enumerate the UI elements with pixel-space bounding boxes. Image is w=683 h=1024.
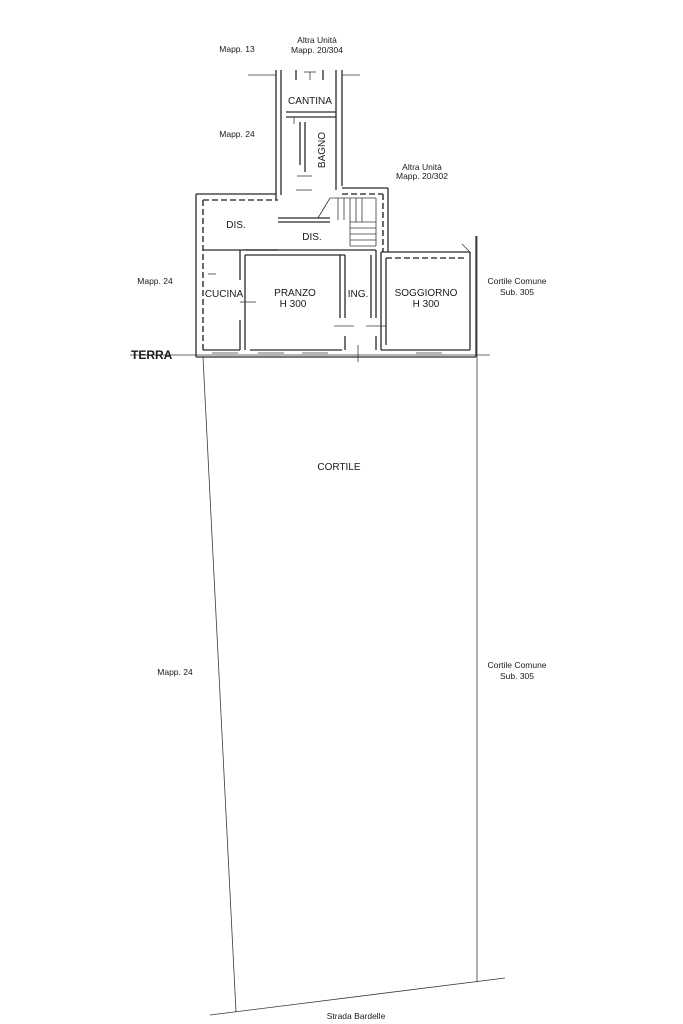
pranzo-label: PRANZO	[274, 288, 316, 299]
altra-unita-top-label: Altra Unità	[297, 35, 337, 45]
altra-unita-right-label: Altra Unità	[402, 162, 442, 172]
pranzo-height-label: H 300	[279, 299, 307, 310]
mapp-20-302-label: Mapp. 20/302	[396, 171, 448, 181]
ing-label: ING.	[347, 289, 369, 300]
interior-partitions	[203, 218, 386, 350]
mapp-24-bottom-label: Mapp. 24	[157, 667, 193, 677]
soggiorno-height-label: H 300	[412, 299, 440, 310]
mapp-20-304-label: Mapp. 20/304	[291, 45, 343, 55]
dis-center-label: DIS.	[302, 232, 322, 243]
cortile-comune-top-label: Cortile Comune	[487, 276, 547, 286]
north-wing-walls	[248, 70, 360, 200]
sub-305-top-label: Sub. 305	[499, 287, 535, 297]
soggiorno-label: SOGGIORNO	[394, 288, 458, 299]
plan-labels	[131, 35, 547, 1021]
terra-label: TERRA	[131, 348, 173, 362]
cortile-label: CORTILE	[317, 462, 361, 473]
bagno-label: BAGNO	[317, 131, 328, 169]
main-block-walls	[196, 188, 476, 362]
strada-label: Strada Bardelle	[326, 1011, 386, 1021]
mapp-24-mid-label: Mapp. 24	[137, 276, 173, 286]
mapp-13-label: Mapp. 13	[219, 44, 255, 54]
cucina-label: CUCINA	[204, 289, 244, 300]
sub-305-bottom-label: Sub. 305	[499, 671, 535, 681]
dis-left-label: DIS.	[226, 220, 246, 231]
cantina-label: CANTINA	[288, 96, 332, 107]
mapp-24-top-label: Mapp. 24	[219, 129, 255, 139]
cortile-comune-bottom-label: Cortile Comune	[487, 660, 547, 670]
